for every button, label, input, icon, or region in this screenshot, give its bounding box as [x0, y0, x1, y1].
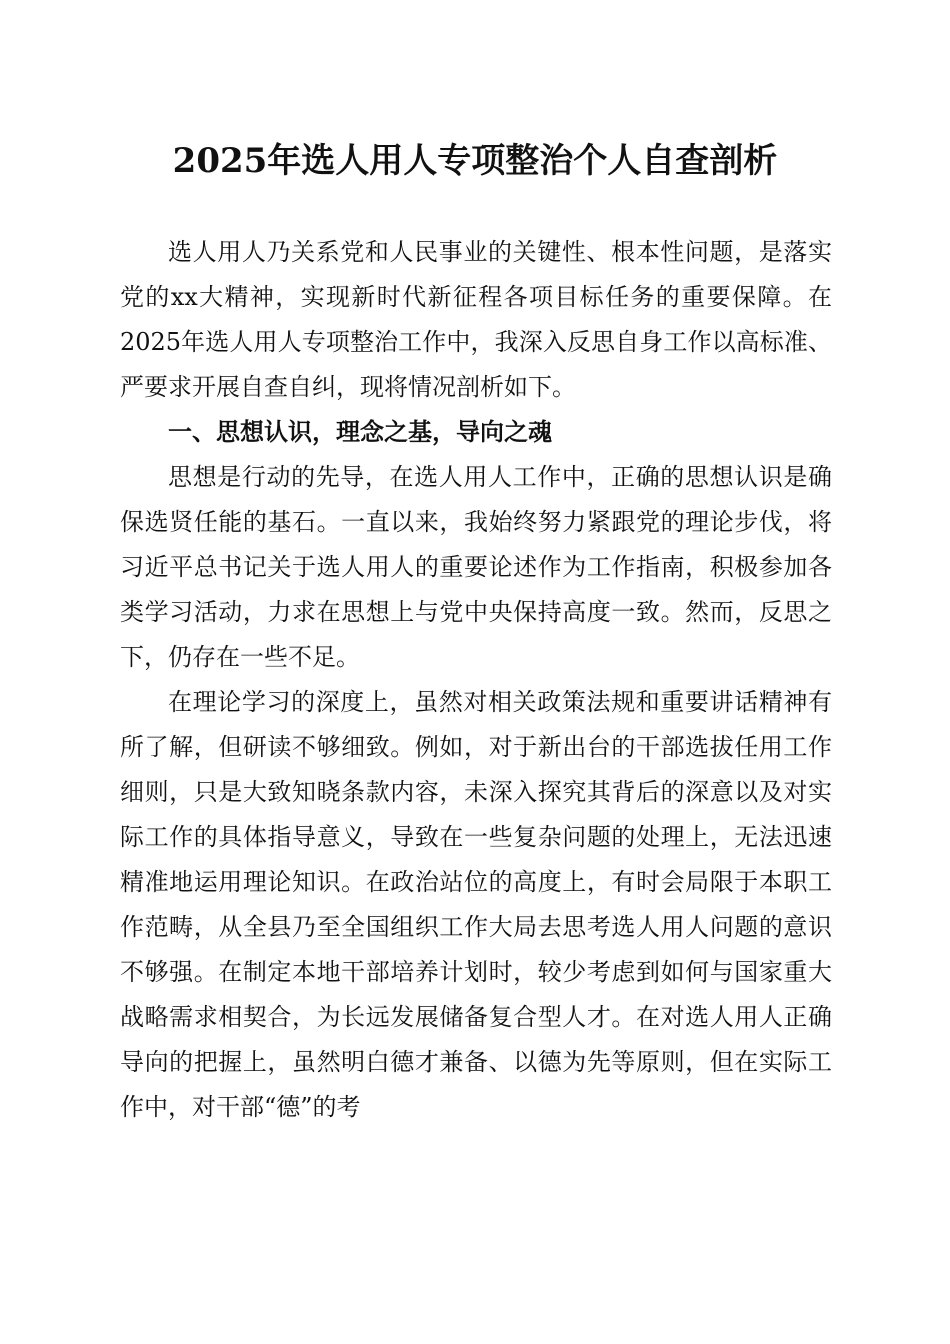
document-title: 2025年选人用人专项整治个人自查剖析: [172, 141, 778, 181]
body-paragraph: 思想是行动的先导，在选人用人工作中，正确的思想认识是确保选贤任能的基石。一直以来，我始终努力紧跟党的理论步伐，将习近平总书记关于选人用人的重要论述作为工作指南，积极参加各类学习活动，力求在思想上与党中央保持高度一致。然而，反思之下，仍存在一些不足。: [120, 463, 832, 671]
section-heading: 一、思想认识，理念之基，导向之魂: [168, 418, 552, 446]
body-paragraph: 在理论学习的深度上，虽然对相关政策法规和重要讲话精神有所了解，但研读不够细致。例如，对于新出台的干部选拔任用工作细则，只是大致知晓条款内容，未深入探究其背后的深意以及对实际工作的具体指导意义，导致在一些复杂问题的处理上，无法迅速精准地运用理论知识。在政治站位的高度上，有时会局限于本职工作范畴，从全县乃至全国组织工作大局去思考选人用人问题的意识不够强。在制定本地干部培养计划时，较少考虑到如何与国家重大战略需求相契合，为长远发展储备复合型人才。在对选人用人正确导向的把握上，虽然明白德才兼备、以德为先等原则，但在实际工作中，对干部“德”的考: [120, 688, 832, 1121]
document-body: [120, 230, 832, 1130]
intro-paragraph: 选人用人乃关系党和人民事业的关键性、根本性问题，是落实党的xx大精神，实现新时代新征程各项目标任务的重要保障。在2025年选人用人专项整治工作中，我深入反思自身工作以高标准、严要求开展自查自纠，现将情况剖析如下。: [120, 238, 832, 401]
